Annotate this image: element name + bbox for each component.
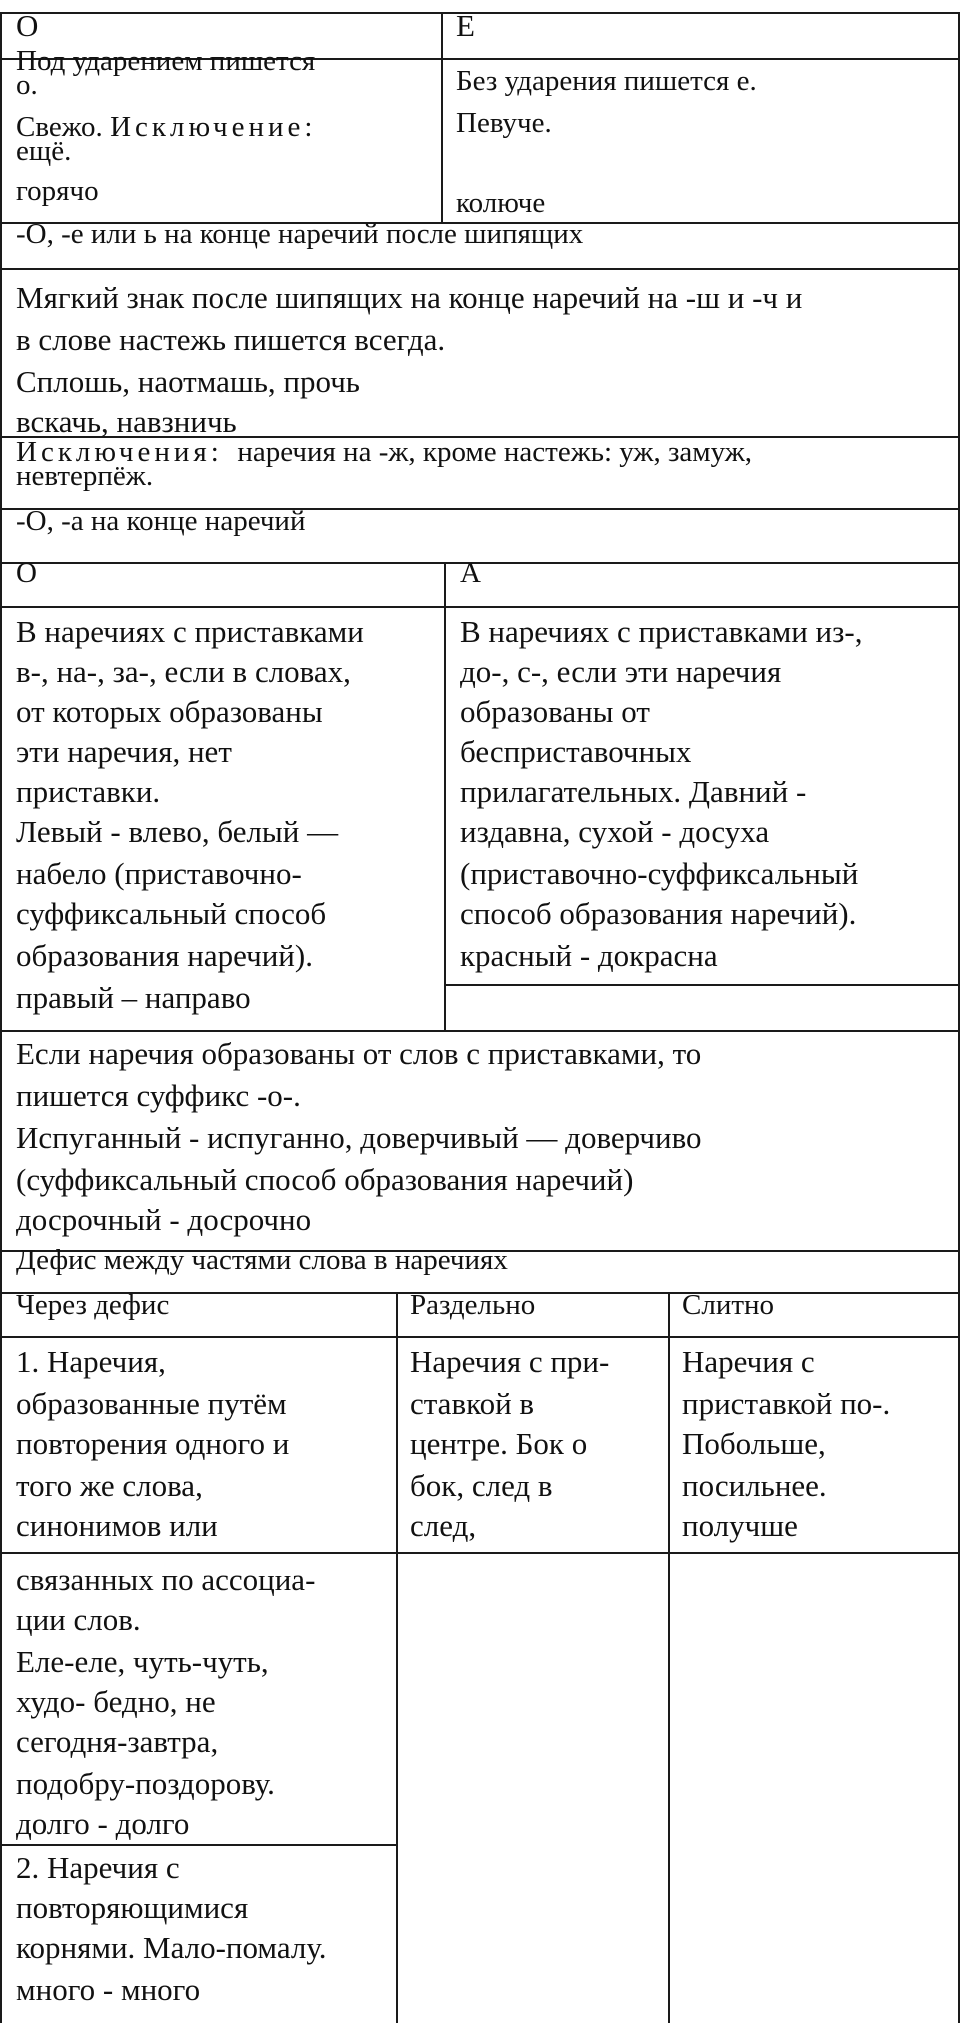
text-line: след, — [410, 1508, 477, 1543]
table-border — [0, 606, 960, 608]
text-line: худо- бедно, не — [16, 1684, 216, 1719]
text-line: ции слов. — [16, 1602, 141, 1637]
text-line: В наречиях с приставками — [16, 614, 364, 649]
text-line: бок, след в — [410, 1468, 553, 1503]
table-border — [0, 1250, 2, 2023]
text-line: красный - докрасна — [460, 938, 718, 973]
text-line: в-, на-, за-, если в словах, — [16, 654, 351, 689]
text-line: (приставочно-суффиксальный — [460, 856, 859, 891]
table-border — [0, 1030, 960, 1032]
text-line: бесприставочных — [460, 734, 692, 769]
text-line: В наречиях с приставками из-, — [460, 614, 863, 649]
text-line: от которых образованы — [16, 694, 323, 729]
text-line: невтерпёж. — [16, 460, 154, 492]
text-line: приставки. — [16, 774, 161, 809]
text-line: Певуче. — [456, 107, 552, 139]
text-line: 1. Наречия, — [16, 1344, 166, 1379]
table-border — [668, 1292, 670, 2023]
column-header-a: А — [460, 557, 481, 589]
text-line: 2. Наречия с — [16, 1850, 180, 1885]
text-line: суффиксальный способ — [16, 896, 327, 931]
text-line: Свежо. Исключение: — [16, 111, 317, 143]
text-line: посильнее. — [682, 1468, 827, 1503]
text-line: Сплошь, наотмашь, прочь — [16, 364, 360, 399]
table-border — [0, 268, 960, 270]
text-line: Наречия с — [682, 1344, 815, 1379]
text-line: корнями. Мало-помалу. — [16, 1930, 327, 1965]
text-line: Левый - влево, белый — — [16, 814, 339, 849]
text-line: много - много — [16, 1972, 201, 2007]
text-line: того же слова, — [16, 1468, 203, 1503]
text-line: колюче — [456, 187, 546, 219]
table-border — [0, 1552, 960, 1554]
table-border — [441, 12, 443, 222]
section-header: -О, -а на конце наречий — [16, 505, 306, 537]
text-line: горячо — [16, 175, 99, 207]
table-border — [0, 1336, 960, 1338]
text-line: пишется суффикс -о-. — [16, 1078, 301, 1113]
text-line: о. — [16, 69, 38, 101]
text-line: центре. Бок о — [410, 1426, 588, 1461]
text-line: долго - долго — [16, 1806, 190, 1841]
text-line: Наречия с при- — [410, 1344, 610, 1379]
table-border — [444, 984, 960, 986]
column-header-joined: Слитно — [682, 1289, 775, 1321]
text-line: получше — [682, 1508, 798, 1543]
text-line: правый – направо — [16, 980, 251, 1015]
column-header-separate: Раздельно — [410, 1289, 536, 1321]
text-line: образования наречий). — [16, 938, 313, 973]
text-line: вскачь, навзничь — [16, 404, 237, 439]
text-line: Побольше, — [682, 1426, 826, 1461]
table-border — [0, 222, 2, 510]
table-border — [0, 508, 2, 1252]
text-line: Под ударением пишется — [16, 45, 316, 77]
exceptions-text: наречия на -ж, кроме настежь: уж, замуж, — [237, 436, 753, 468]
text-line: связанных по ассоциа- — [16, 1562, 316, 1597]
text-line: набело (приставочно- — [16, 856, 302, 891]
text-line: сегодня-завтра, — [16, 1724, 219, 1759]
text-line: синонимов или — [16, 1508, 218, 1543]
text-line: повторения одного и — [16, 1426, 290, 1461]
column-header-hyphen: Через дефис — [16, 1289, 170, 1321]
text-line: Мягкий знак после шипящих на конце наречий на -ш и -ч и — [16, 280, 803, 315]
text-line: приставкой по-. — [682, 1386, 891, 1421]
text-line: эти наречия, нет — [16, 734, 232, 769]
table-border — [444, 562, 446, 1032]
text-line: издавна, сухой - досуха — [460, 814, 770, 849]
section-header: -О, -е или ь на конце наречий после шипящих — [16, 218, 584, 250]
text-line: ставкой в — [410, 1386, 535, 1421]
table-border — [396, 1292, 398, 2023]
exception-label: Исключение: — [110, 111, 317, 143]
text-line: (суффиксальный способ образования наречий) — [16, 1162, 634, 1197]
exceptions-label: Исключения: — [16, 436, 223, 468]
text-line: Еле-еле, чуть-чуть, — [16, 1644, 269, 1679]
column-header-o: О — [16, 8, 39, 43]
text-line: до-, с-, если эти наречия — [460, 654, 782, 689]
text-line: способ образования наречий). — [460, 896, 857, 931]
text-line: повторяющимися — [16, 1890, 249, 1925]
text-line: Если наречия образованы от слов с приставками, то — [16, 1036, 702, 1071]
text-line: Без ударения пишется е. — [456, 65, 757, 97]
section-header: Дефис между частями слова в наречиях — [16, 1244, 508, 1276]
text-line: прилагательных. Давний - — [460, 774, 807, 809]
column-header-e: Е — [456, 8, 475, 43]
text-line: Испуганный - испуганно, доверчивый — доверчиво — [16, 1120, 702, 1155]
text-line: досрочный - досрочно — [16, 1202, 312, 1237]
text-line: образованные путём — [16, 1386, 287, 1421]
text-line: в слове настежь пишется всегда. — [16, 322, 446, 357]
text-line: ещё. — [16, 135, 72, 167]
table-border — [0, 1844, 398, 1846]
table-border — [0, 12, 2, 222]
table-border — [0, 12, 960, 14]
column-header-o: О — [16, 557, 37, 589]
text-line: подобру-поздорову. — [16, 1766, 275, 1801]
text-line: образованы от — [460, 694, 650, 729]
